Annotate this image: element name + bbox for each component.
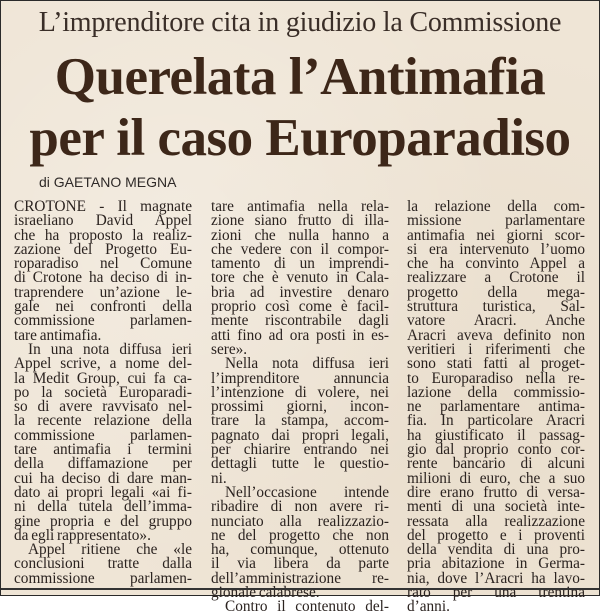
headline-line-2: per il caso Europaradiso xyxy=(29,109,571,167)
text-line: zazione del Progetto Eu- xyxy=(14,240,192,258)
text-line: antimafia nei giorni scor- xyxy=(407,226,585,244)
text-line: roparadiso nel Comune xyxy=(14,255,192,273)
text-line: tore che è venuto in Cala- xyxy=(211,269,389,287)
text-line: ne parlamentare antima- xyxy=(407,398,585,416)
text-line: gale nei confronti della xyxy=(14,298,192,316)
text-line: lazione della commissio- xyxy=(407,383,585,401)
text-line: Appel ritiene che «le xyxy=(28,541,192,559)
text-line: che ha convinto Appel a xyxy=(407,255,585,273)
text-line: veritieri i riferimenti che xyxy=(407,340,585,358)
text-line: israeliano David Appel xyxy=(14,212,192,230)
text-line: Appel scrive, a nome del- xyxy=(14,355,192,373)
text-line: ni della tutela dell’imma- xyxy=(14,498,192,516)
text-line: il via libera da parte xyxy=(211,555,389,573)
text-line: fia. In particolare Aracri xyxy=(407,412,585,430)
text-line: ribadire di non avere ri- xyxy=(211,498,389,516)
text-line: l’imprenditore annuncia xyxy=(211,369,389,387)
text-line: nia, dove l’Aracri ha lavo- xyxy=(407,569,585,587)
text-line: gionale calabrese. xyxy=(211,584,320,602)
article-column-2 xyxy=(211,200,389,615)
text-line: milioni di euro, che a suo xyxy=(407,469,585,487)
text-line: cui ha deciso di dare man- xyxy=(14,469,192,487)
text-line: to Europaradiso nella re- xyxy=(407,369,585,387)
text-line: che vedere con il compor- xyxy=(211,240,389,258)
text-line: vatore Aracri. Anche xyxy=(407,312,585,330)
text-line: dire erano frutto di versa- xyxy=(407,483,585,501)
article-column-1 xyxy=(14,200,192,586)
text-line: commissione parlamen- xyxy=(14,312,192,330)
text-line: gine propria e del gruppo xyxy=(14,512,192,530)
text-line: di Crotone ha deciso di in- xyxy=(14,269,192,287)
text-line: tamento di un imprendi- xyxy=(211,255,389,273)
text-line: ressata alla realizzazione xyxy=(407,512,585,530)
text-line: della vendita di una pro- xyxy=(407,541,585,559)
text-line: l’intenzione di volere, nei xyxy=(211,383,389,401)
text-line: mente riscontrabile dagli xyxy=(211,312,389,330)
text-line: CROTONE - Il magnate xyxy=(14,198,192,215)
text-line: tare antimafia i termini xyxy=(14,441,192,459)
text-line: zioni che nulla hanno a xyxy=(211,226,389,244)
text-line: proprio così come è facil- xyxy=(211,298,389,316)
article-column-3 xyxy=(407,200,585,615)
text-line: so di avere ravvisato nel- xyxy=(14,398,192,416)
text-line: da egli rappresentato». xyxy=(14,526,151,544)
text-line: po la società Europaradi- xyxy=(14,383,192,401)
text-line: realizzare a Crotone il xyxy=(407,269,585,287)
text-line: traprendere un’azione le- xyxy=(14,283,192,301)
text-line: ha, comunque, ottenuto xyxy=(211,541,389,559)
text-line: la Medit Group, cui fa ca- xyxy=(14,369,192,387)
text-line: trare la stampa, accom- xyxy=(211,412,389,430)
kicker: L’imprenditore cita in giudizio la Commissione xyxy=(38,7,562,38)
text-line: nunciato alla realizzazio- xyxy=(211,512,389,530)
text-line: commissione parlamen- xyxy=(14,569,192,587)
text-line: della diffamazione per xyxy=(14,455,192,473)
text-line: dettagli tutte le questio- xyxy=(211,455,389,473)
text-line: Contro il contenuto del- xyxy=(225,598,389,615)
headline-line-1: Querelata l’Antimafia xyxy=(54,48,546,106)
text-line: zione siano frutto di illa- xyxy=(211,212,389,230)
text-line: atti fino ad ora posti in es- xyxy=(211,326,389,344)
text-line: menti di una società inte- xyxy=(407,498,585,516)
text-line: bria ad investire denaro xyxy=(211,283,389,301)
text-line: ha giustificato il passag- xyxy=(407,426,585,444)
text-line: sere». xyxy=(211,340,248,358)
text-line: ne del progetto che non xyxy=(211,526,389,544)
text-line: la recente relazione della xyxy=(14,412,192,430)
text-line: dato ai propri legali «ai fi- xyxy=(14,483,192,501)
bottom-rule xyxy=(1,588,599,590)
text-line: rente bancario di alcuni xyxy=(407,455,585,473)
text-line: tare antimafia nella rela- xyxy=(211,198,389,215)
text-line: tare antimafia. xyxy=(14,326,102,344)
text-line: si era intervenuto l’uomo xyxy=(407,240,585,258)
text-line: ni. xyxy=(211,469,227,487)
text-line: prossimi giorni, incon- xyxy=(211,398,389,416)
text-line: per chiarire entrando nei xyxy=(211,441,389,459)
text-line: che ha proposto la realiz- xyxy=(14,226,192,244)
text-line: sono stati fatti al proget- xyxy=(407,355,585,373)
text-line: progetto della mega- xyxy=(407,283,585,301)
byline: di GAETANO MEGNA xyxy=(39,174,177,190)
text-line: dell’amministrazione re- xyxy=(211,569,389,587)
text-line: Nella nota diffusa ieri xyxy=(225,355,389,373)
text-line: pria abitazione in Germa- xyxy=(407,555,585,573)
text-line: struttura turistica, Sal- xyxy=(407,298,585,316)
text-line: la relazione della com- xyxy=(407,198,585,215)
text-line: commissione parlamen- xyxy=(14,426,192,444)
text-line: Nell’occasione intende xyxy=(225,483,389,501)
text-line: del progetto e i proventi xyxy=(407,526,585,544)
text-line: Aracri aveva definito non xyxy=(407,326,585,344)
text-line: conclusioni tratte dalla xyxy=(14,555,192,573)
text-line: pagnato dai propri legali, xyxy=(211,426,389,444)
text-line: In una nota diffusa ieri xyxy=(28,340,192,358)
text-line: missione parlamentare xyxy=(407,212,585,230)
text-line: d’anni. xyxy=(407,598,450,615)
text-line: gio dal proprio conto cor- xyxy=(407,441,585,459)
text-line: rato per una trentina xyxy=(407,584,585,602)
